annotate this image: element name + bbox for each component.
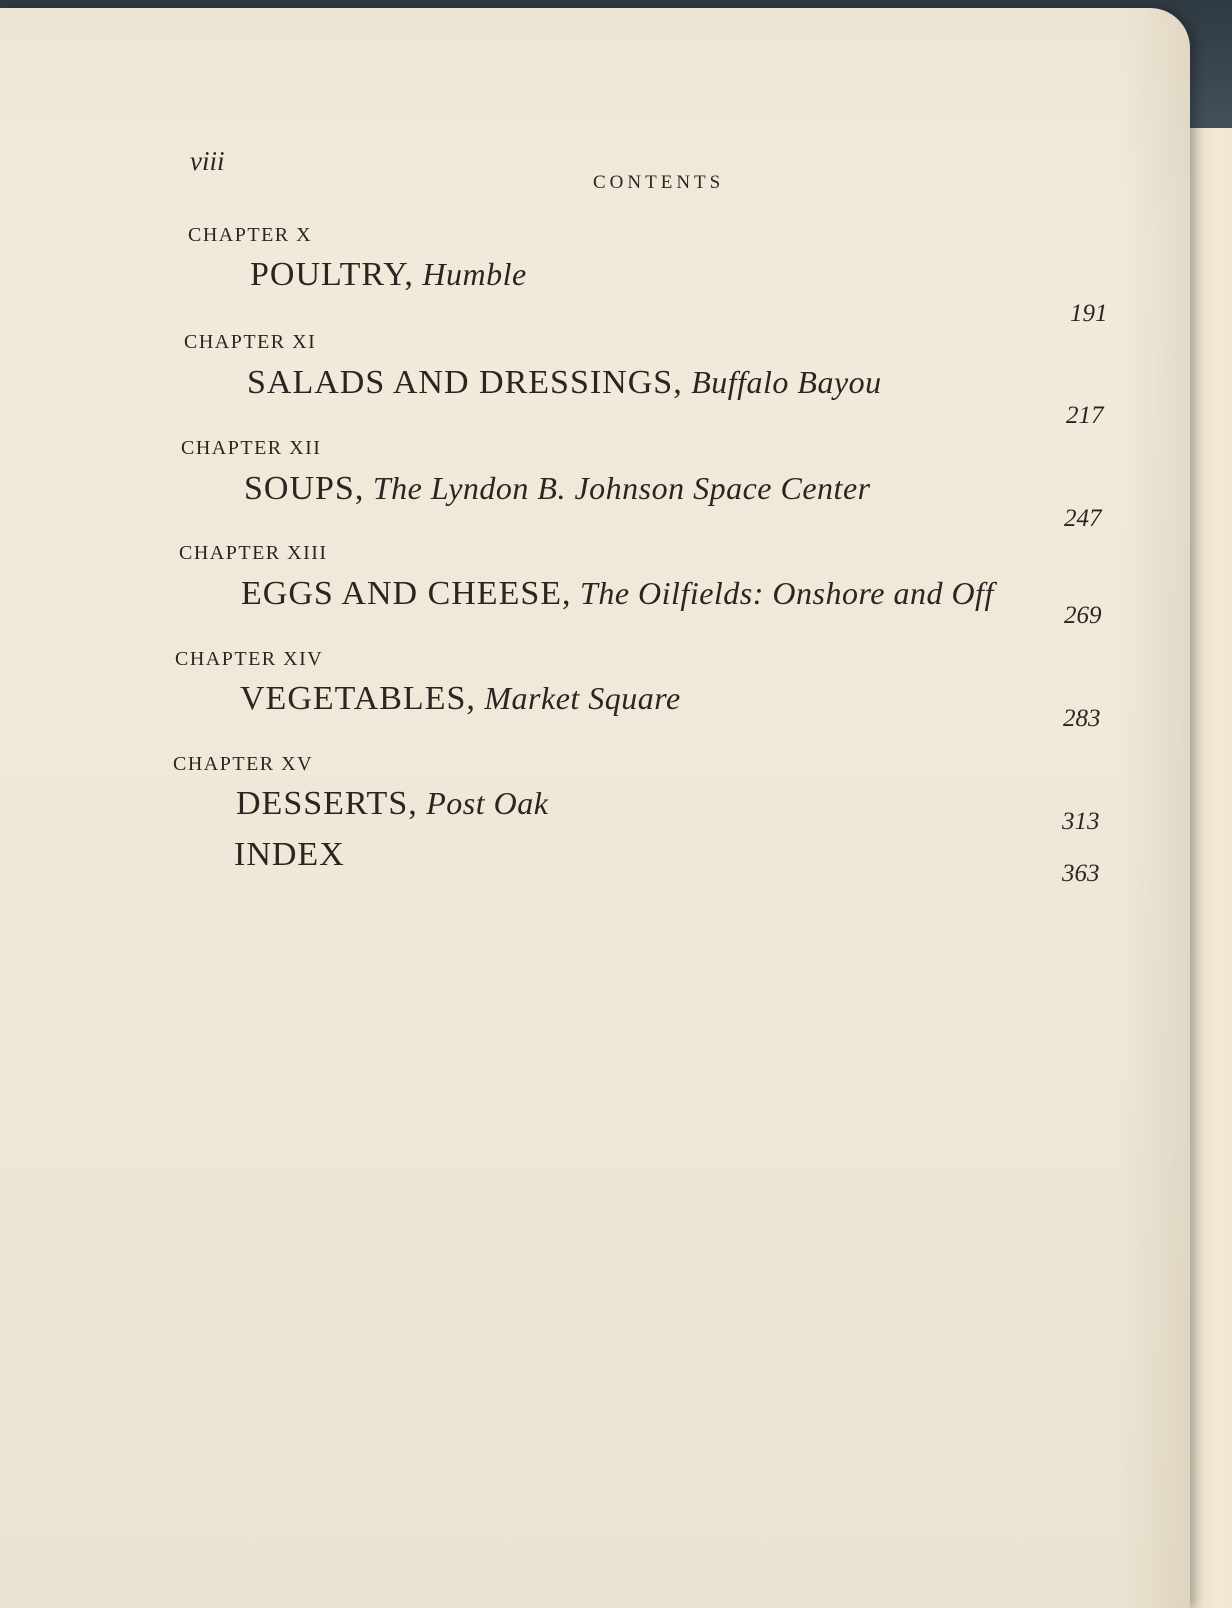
index-title: INDEX	[234, 836, 345, 873]
chapter-label: CHAPTER XII	[181, 437, 322, 459]
page-number: 217	[1066, 402, 1104, 429]
chapter-title: POULTRY,	[250, 256, 414, 293]
page-number: 313	[1062, 808, 1100, 835]
chapter-title: EGGS AND CHEESE,	[241, 575, 572, 612]
chapter-entry	[241, 575, 994, 613]
chapter-label: CHAPTER XI	[184, 331, 317, 353]
chapter-entry	[244, 470, 871, 508]
index-entry	[234, 836, 345, 874]
chapter-subtitle: Humble	[422, 256, 527, 292]
chapter-entry	[250, 256, 527, 294]
chapter-subtitle: Market Square	[484, 680, 681, 716]
chapter-entry	[247, 364, 882, 402]
chapter-title: VEGETABLES,	[240, 680, 476, 717]
chapter-entry	[236, 785, 548, 823]
book-page	[0, 8, 1190, 1608]
chapter-subtitle: The Lyndon B. Johnson Space Center	[372, 470, 871, 506]
chapter-title: SALADS AND DRESSINGS,	[247, 364, 683, 401]
chapter-subtitle: The Oilfields: Onshore and Off	[580, 575, 994, 611]
page-number: 269	[1064, 602, 1102, 629]
page-number: 191	[1070, 300, 1108, 327]
chapter-entry	[240, 680, 681, 718]
chapter-label: CHAPTER XIII	[179, 542, 328, 564]
chapter-label: CHAPTER X	[188, 224, 313, 246]
chapter-title: SOUPS,	[244, 470, 365, 507]
page-number: 283	[1063, 705, 1101, 732]
chapter-subtitle: Post Oak	[426, 785, 549, 821]
running-head: CONTENTS	[593, 172, 725, 193]
chapter-label: CHAPTER XIV	[175, 648, 324, 670]
page-number: 247	[1064, 505, 1102, 532]
page-folio: viii	[190, 146, 225, 176]
chapter-subtitle: Buffalo Bayou	[691, 364, 882, 400]
chapter-label: CHAPTER XV	[173, 753, 314, 775]
index-page-number: 363	[1062, 860, 1100, 887]
chapter-title: DESSERTS,	[236, 785, 418, 822]
